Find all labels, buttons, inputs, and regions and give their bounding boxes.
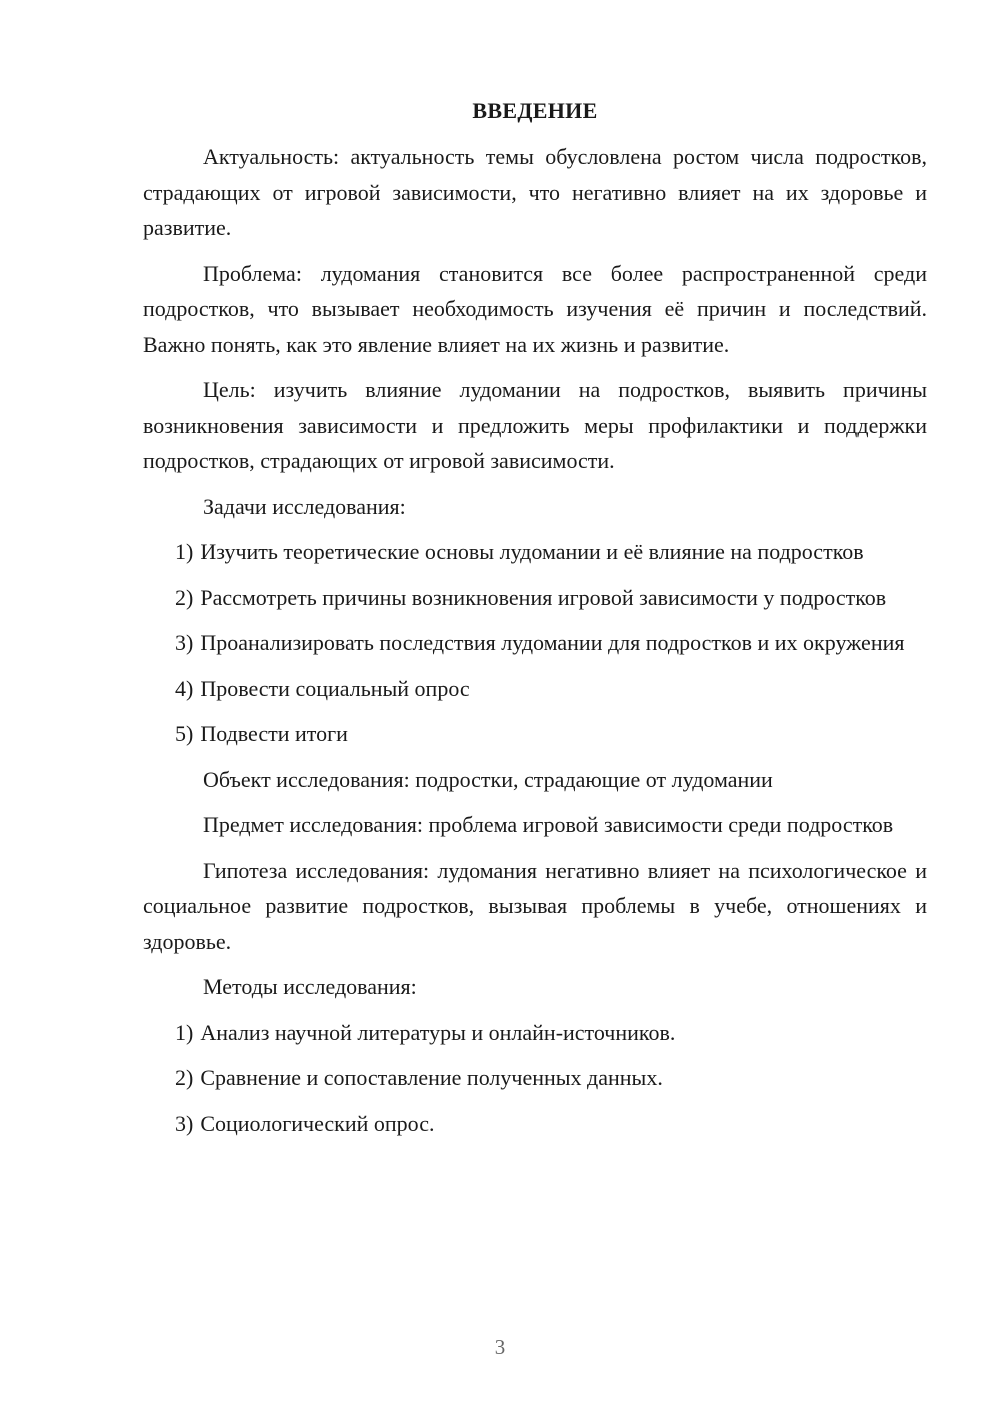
problem-paragraph: Проблема: лудомания становится все более распространенной среди подростков, что вызывает необходимость изучения её причин и последствий. Важно понять, как это явление влияет на их жизнь и развитие. [143,260,927,357]
methods-heading: Методы исследования: [203,974,417,999]
relevance-paragraph: Актуальность: актуальность темы обусловлена ростом числа подростков, страдающих от игровой зависимости, что негативно влияет на их здоровье и развитие. [143,144,927,240]
task-text: Проанализировать последствия лудомании для подростков и их окружения [200,630,905,655]
task-text: Провести социальный опрос [200,675,470,701]
method-number: 1) [175,1019,194,1045]
task-number: 3) [175,630,194,655]
method-item [143,1106,927,1142]
task-text: Изучить теоретические основы лудомании и её влияние на подростков [200,539,864,564]
method-number: 3) [175,1110,194,1136]
task-number: 2) [175,584,194,610]
task-number: 4) [175,675,194,701]
task-number: 1) [175,539,194,564]
task-item [143,671,927,707]
section-title: ВВЕДЕНИЕ [472,98,598,123]
task-text: Подвести итоги [200,721,348,746]
method-text: Социологический опрос. [200,1110,435,1136]
task-item [143,625,927,661]
method-item [143,1060,927,1096]
task-number: 5) [175,721,194,746]
goal-paragraph: Цель: изучить влияние лудомании на подростков, выявить причины возникновения зависимости и предложить меры профилактики и поддержки подростков, страдающих от игровой зависимости. [143,377,927,473]
method-text: Анализ научной литературы и онлайн-источников. [200,1019,676,1045]
method-item [143,1015,927,1051]
task-text: Рассмотреть причины возникновения игровой зависимости у подростков [200,584,887,610]
page-number: 3 [494,1335,506,1359]
task-item [143,580,927,616]
task-item [143,716,927,752]
task-item [143,534,927,570]
tasks-heading: Задачи исследования: [203,493,406,519]
method-text: Сравнение и сопоставление полученных данных. [200,1065,663,1090]
object-paragraph: Объект исследования: подростки, страдающие от лудомании [203,766,773,792]
hypothesis-paragraph: Гипотеза исследования: лудомания негативно влияет на психологическое и социальное развитие подростков, вызывая проблемы в учебе, отношениях и здоровье. [143,857,927,954]
method-number: 2) [175,1065,194,1090]
page-content [143,96,927,1151]
subject-paragraph: Предмет исследования: проблема игровой зависимости среди подростков [203,812,894,837]
